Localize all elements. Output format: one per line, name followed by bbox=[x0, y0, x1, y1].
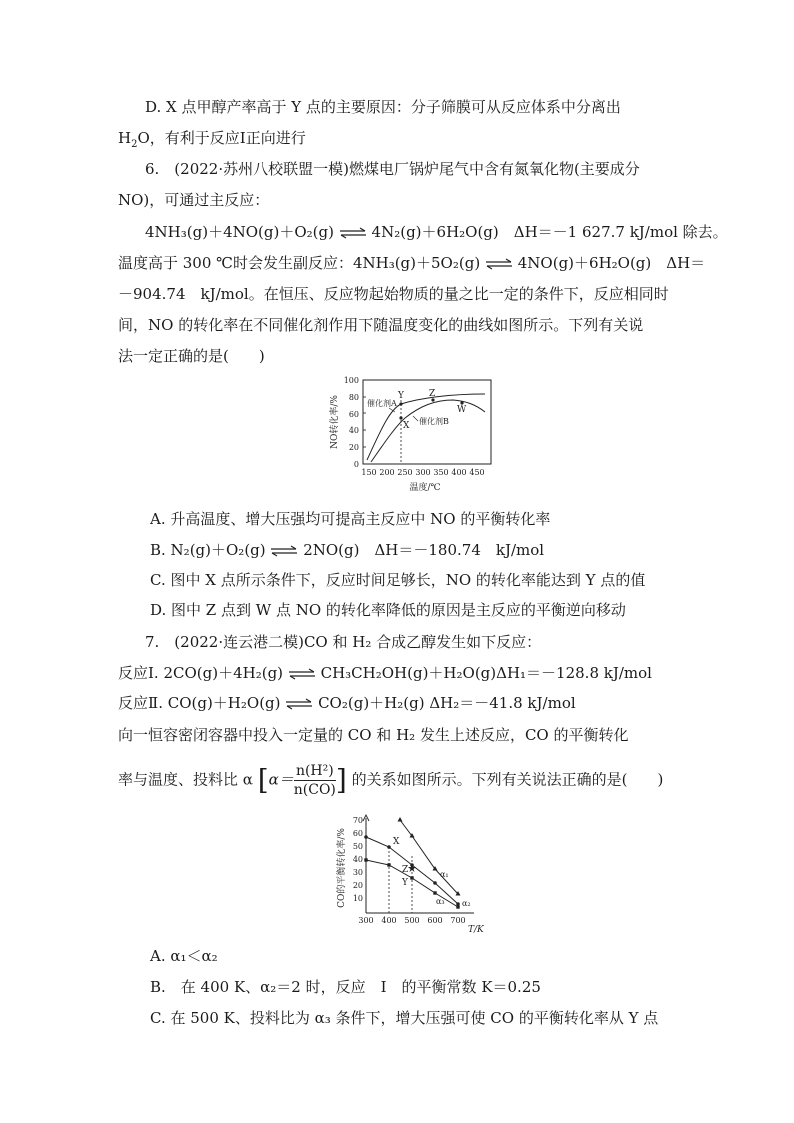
x-tick: 150 bbox=[361, 468, 377, 477]
q7-line1: 7. (2022·连云港二模)CO 和 H₂ 合成乙醇发生如下反应： bbox=[145, 633, 542, 651]
q6-line1: 6. (2022·苏州八校联盟一模)燃煤电厂锅炉尾气中含有氮氧化物(主要成分 bbox=[145, 160, 640, 178]
series-alpha1 bbox=[400, 820, 458, 894]
q6-side-reaction: 温度高于 300 ℃时会发生副反应：4NH₃(g)＋5O₂(g) 4NO(g)＋6H₂O(g) ΔH＝ bbox=[118, 254, 706, 272]
label-catalyst-b: 催化剂B bbox=[419, 417, 449, 426]
q6-option-c: C. 图中 X 点所示条件下，反应时间足够长，NO 的转化率能达到 Y 点的值 bbox=[150, 571, 646, 589]
y-tick: 70 bbox=[352, 816, 363, 825]
x-tick: 700 bbox=[450, 916, 466, 925]
x-tick: 200 bbox=[379, 468, 395, 477]
x-tick: 600 bbox=[427, 916, 443, 925]
x-tick: 400 bbox=[451, 468, 467, 477]
x-tick: 500 bbox=[404, 916, 420, 925]
y-tick: 10 bbox=[352, 894, 363, 903]
x-axis-label: T/K bbox=[468, 925, 484, 935]
q6-line5: －904.74 kJ/mol。在恒压、反应物起始物质的量之比一定的条件下，反应相同时 bbox=[118, 285, 669, 303]
y-tick: 20 bbox=[348, 443, 359, 452]
y-tick: 0 bbox=[353, 460, 359, 469]
label-x: X bbox=[403, 421, 410, 431]
q7-option-b: B. 在 400 K、α₂＝2 时，反应 Ⅰ 的平衡常数 K＝0.25 bbox=[150, 978, 541, 996]
y-tick: 100 bbox=[343, 376, 359, 385]
y-tick: 30 bbox=[352, 868, 363, 877]
y-tick: 60 bbox=[348, 410, 359, 419]
label-w: W bbox=[457, 405, 467, 415]
q7-option-a: A. α₁＜α₂ bbox=[150, 947, 218, 965]
label-y: Y bbox=[398, 391, 404, 401]
feed-ratio-fraction: $\frac{\text{n(H²)}}{n(CO)}$ bbox=[293, 763, 336, 798]
q6-line7: 法一定正确的是( ) bbox=[118, 347, 265, 365]
q6-option-d: D. 图中 Z 点到 W 点 NO 的转化率降低的原因是主反应的平衡逆向移动 bbox=[150, 601, 626, 619]
label-alpha3: α₃ bbox=[436, 897, 445, 906]
q6-line6: 间，NO 的转化率在不同催化剂作用下随温度变化的曲线如图所示。下列有关说 bbox=[118, 316, 644, 334]
q6-no-conversion-chart bbox=[325, 372, 500, 500]
point-y bbox=[399, 402, 402, 405]
x-tick: 300 bbox=[358, 916, 374, 925]
q6-option-a: A. 升高温度、增大压强均可提高主反应中 NO 的平衡转化率 bbox=[150, 510, 551, 528]
curve-catalyst-b bbox=[371, 400, 485, 462]
q6-equation-main: 4NH₃(g)＋4NO(g)＋O₂(g) 4N₂(g)＋6H₂O(g) ΔH＝－1 627.7 kJ/mol 除去。 bbox=[145, 223, 728, 241]
x-tick: 300 bbox=[415, 468, 431, 477]
equilibrium-arrow-icon bbox=[285, 698, 313, 710]
equilibrium-arrow-icon bbox=[485, 258, 513, 270]
prev-option-d-line1: D. X 点甲醇产率高于 Y 点的主要原因：分子筛膜可从反应体系中分离出 bbox=[145, 98, 621, 116]
label-x: X bbox=[393, 837, 400, 847]
q6-line2: NO)，可通过主反应： bbox=[118, 191, 270, 209]
y-tick: 20 bbox=[352, 881, 363, 890]
equilibrium-arrow-icon bbox=[339, 227, 367, 239]
y-tick: 40 bbox=[348, 426, 359, 435]
prev-option-d-line2: $H_2O$，有利于反应Ⅰ正向进行 bbox=[118, 129, 306, 150]
y-axis-label: NO转化率/% bbox=[330, 395, 340, 449]
q7-line5: 率与温度、投料比 α [α＝ $\frac{\text{n(H²)}}{n(CO)}$ ] 的关系如图所示。下列有关说法正确的是( ) bbox=[118, 763, 664, 798]
q7-co-conversion-chart bbox=[332, 808, 482, 940]
x-tick: 250 bbox=[397, 468, 413, 477]
label-alpha1: α₁ bbox=[440, 870, 449, 879]
q7-reaction-1: 反应Ⅰ. 2CO(g)＋4H₂(g) CH₃CH₂OH(g)＋H₂O(g)ΔH₁＝－128.8 kJ/mol bbox=[118, 664, 652, 682]
label-z: Z bbox=[402, 865, 409, 875]
y-tick: 40 bbox=[352, 855, 363, 864]
label-z: Z bbox=[429, 389, 436, 399]
label-alpha2: α₂ bbox=[462, 899, 471, 908]
x-tick: 350 bbox=[433, 468, 449, 477]
x-axis-label: 温度/℃ bbox=[409, 483, 441, 493]
x-tick: 450 bbox=[469, 468, 485, 477]
y-axis-label: CO的平衡转化率/% bbox=[337, 828, 347, 908]
y-tick: 60 bbox=[352, 829, 363, 838]
y-tick: 80 bbox=[348, 393, 359, 402]
q7-reaction-2: 反应Ⅱ. CO(g)＋H₂O(g) CO₂(g)＋H₂(g) ΔH₂＝－41.8 kJ/mol bbox=[118, 694, 576, 712]
label-catalyst-a: 催化剂A bbox=[367, 399, 397, 408]
equilibrium-arrow-icon bbox=[270, 545, 298, 557]
label-y: Y bbox=[402, 878, 408, 888]
y-tick: 50 bbox=[352, 842, 363, 851]
equilibrium-arrow-icon bbox=[288, 668, 316, 680]
point-x bbox=[399, 416, 402, 419]
q7-option-c: C. 在 500 K、投料比为 α₃ 条件下，增大压强可使 CO 的平衡转化率从 Y 点 bbox=[150, 1009, 659, 1027]
q7-line4: 向一恒容密闭容器中投入一定量的 CO 和 H₂ 发生上述反应，CO 的平衡转化 bbox=[118, 726, 629, 744]
point-z-star bbox=[408, 864, 416, 872]
x-tick: 400 bbox=[381, 916, 397, 925]
q6-option-b: B. N₂(g)＋O₂(g) 2NO(g) ΔH＝－180.74 kJ/mol bbox=[150, 541, 545, 559]
